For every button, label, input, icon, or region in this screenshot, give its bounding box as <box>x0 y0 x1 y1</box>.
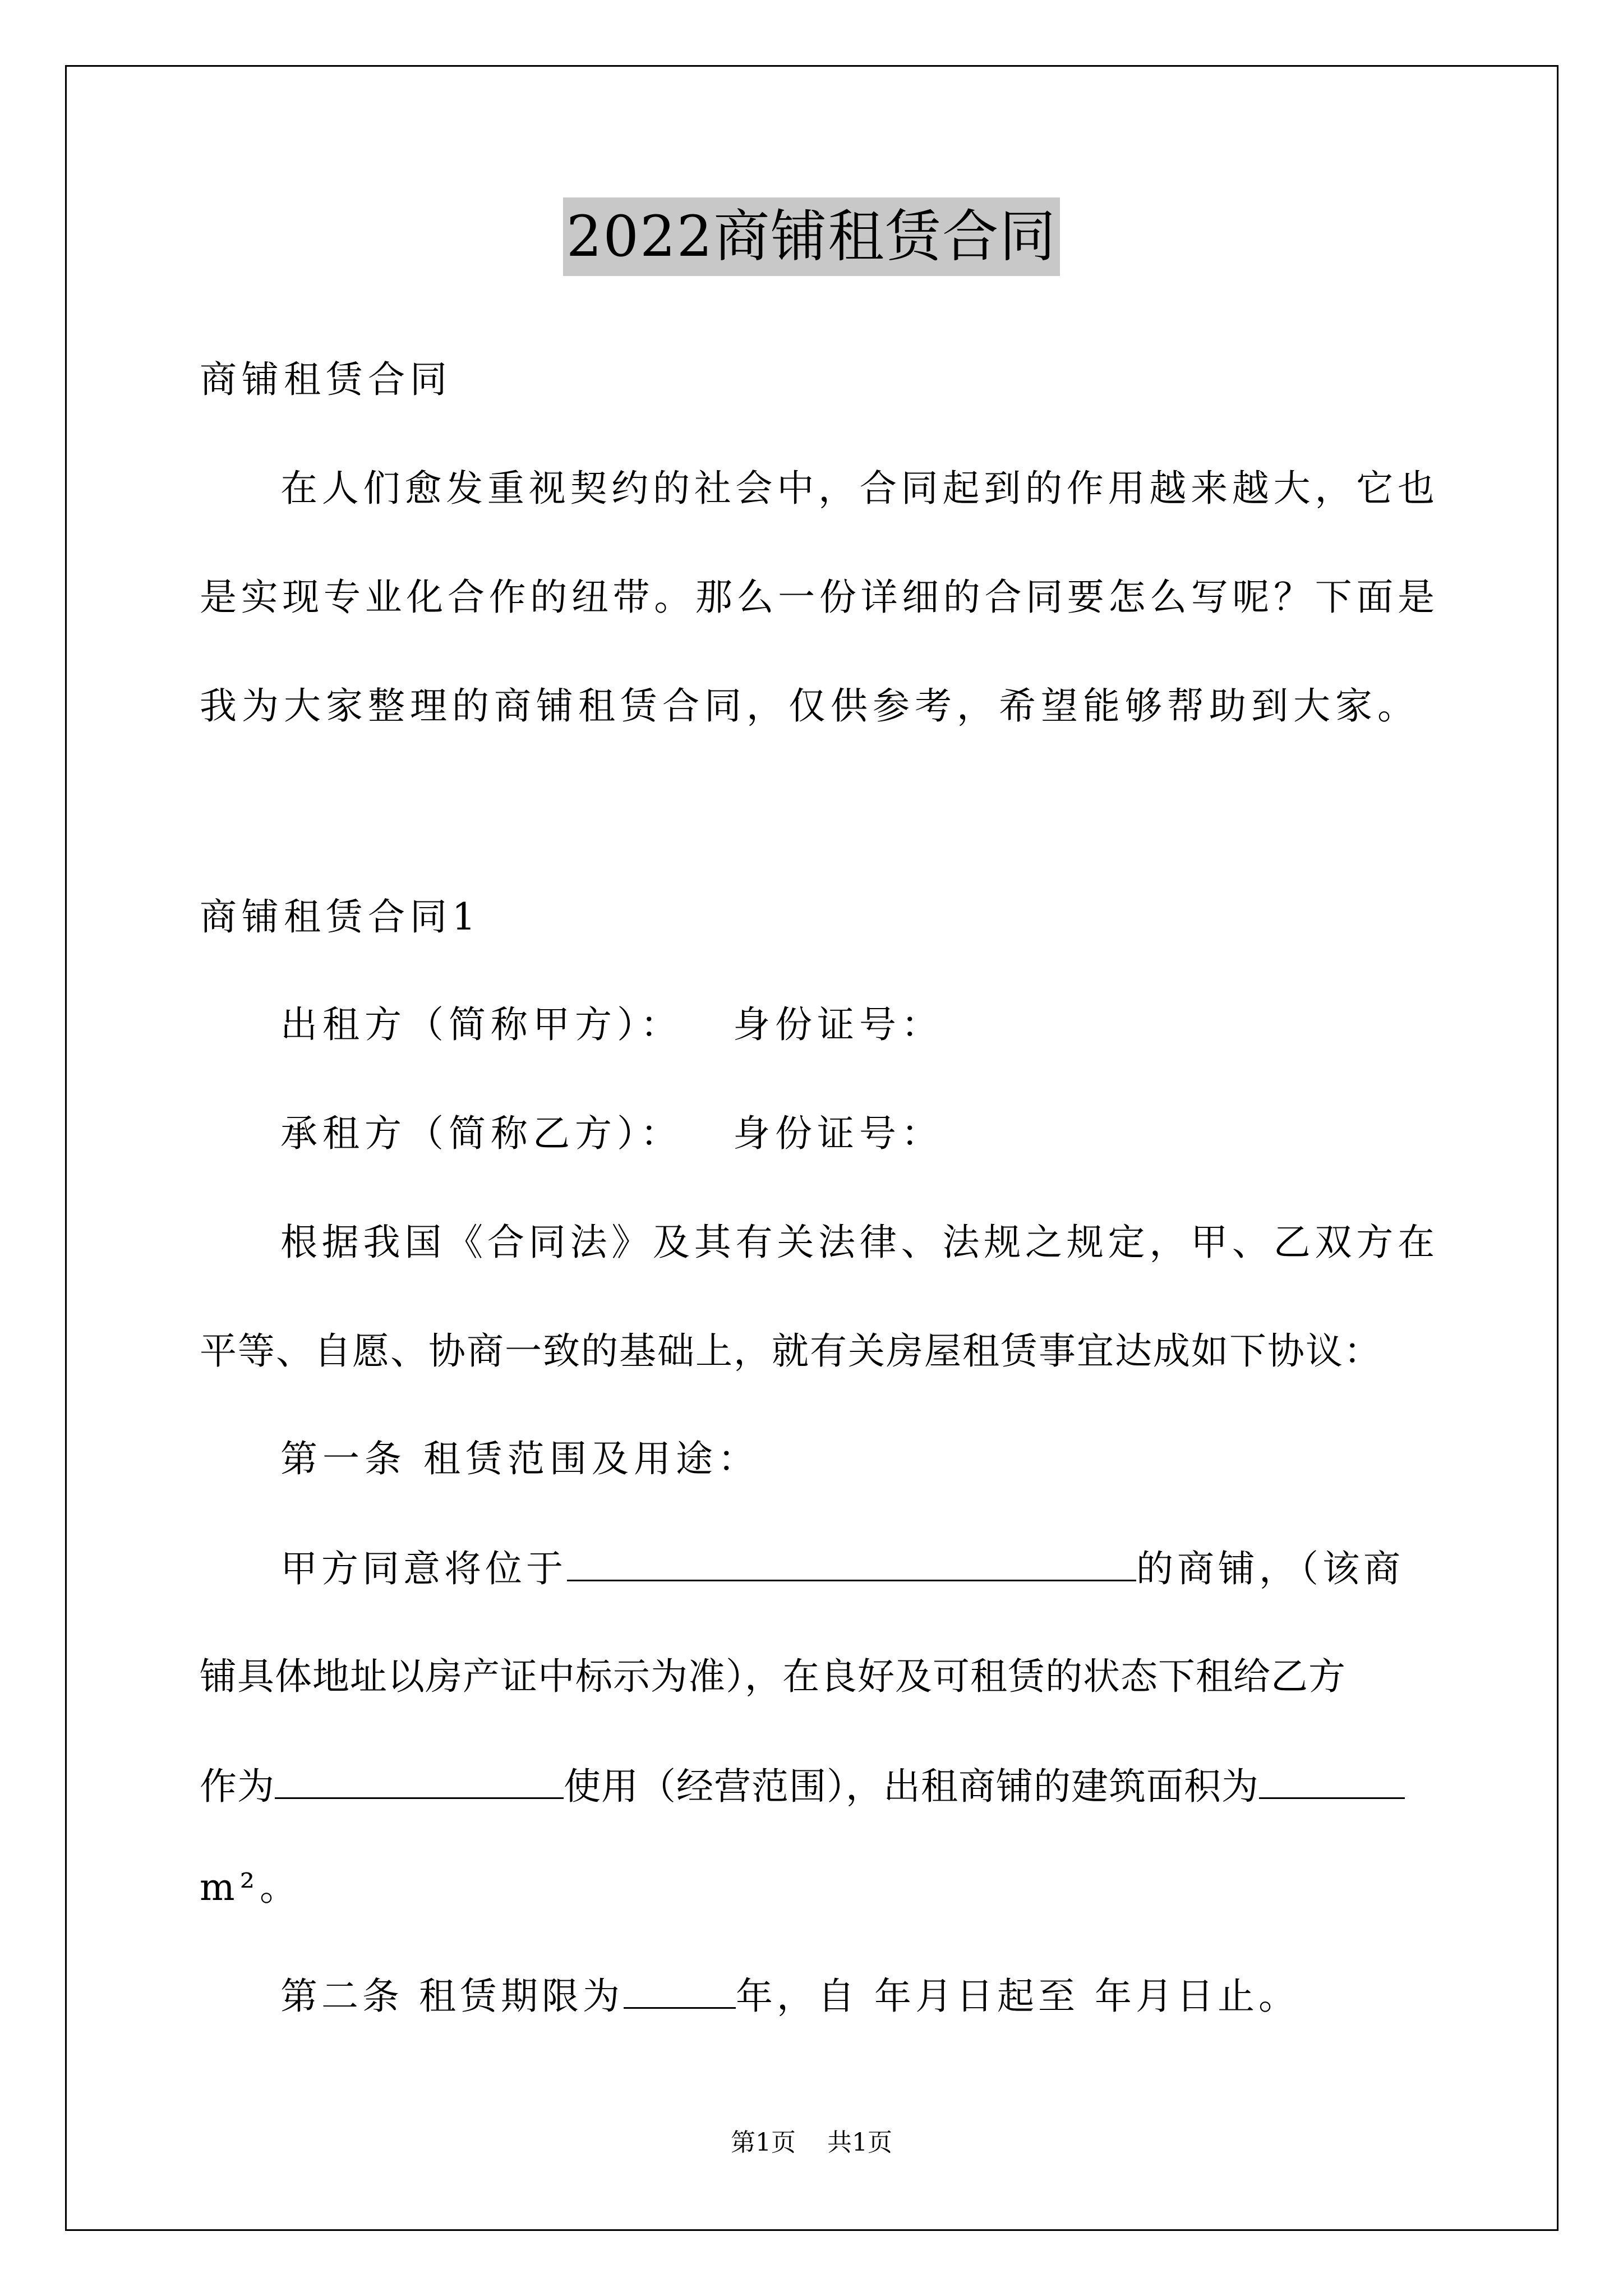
area-blank <box>1259 1760 1405 1799</box>
article1-line-2: 铺具体地址以房产证中标示为准），在良好及可租赁的状态下租给乙方 <box>200 1655 1346 1698</box>
party-b-line <box>280 1108 943 1159</box>
article1-line-1 <box>280 1543 1404 1594</box>
party-a-label: 出租方（简称甲方）： <box>280 1003 683 1046</box>
document-title: 2022商铺租赁合同 <box>563 197 1061 276</box>
page-footer: 第1页 共1页 <box>731 2128 892 2157</box>
term-blank <box>624 1970 736 2009</box>
article1-usage-middle: 使用（经营范围），出租商铺的建筑面积为 <box>564 1765 1259 1808</box>
article1-heading: 第一条 租赁范围及用途： <box>280 1437 760 1480</box>
usage-blank <box>275 1760 564 1799</box>
location-blank <box>567 1543 1136 1581</box>
intro-line-3: 我为大家整理的商铺租赁合同，仅供参考，希望能够帮助到大家。 <box>200 684 1419 728</box>
article1-usage-prefix: 作为 <box>200 1765 275 1808</box>
party-a-id-label: 身份证号： <box>733 1003 943 1046</box>
preamble-line-1: 根据我国《合同法》及其有关法律、法规之规定，甲、乙双方在 <box>280 1221 1435 1264</box>
article2-line <box>280 1970 1299 2022</box>
intro-line-2: 是实现专业化合作的纽带。那么一份详细的合同要怎么写呢？下面是 <box>200 576 1435 619</box>
party-a-line <box>280 1000 943 1050</box>
article1-location-suffix: 的商铺，（该商 <box>1136 1547 1404 1590</box>
title-container <box>0 197 1623 276</box>
article1-line-3 <box>200 1760 1405 1812</box>
document-subtitle: 商铺租赁合同 <box>200 358 452 401</box>
article2-suffix: 年，自 年月日起至 年月日止。 <box>735 1975 1299 2018</box>
article2-prefix: 第二条 租赁期限为 <box>280 1975 624 2018</box>
preamble-line-2: 平等、自愿、协商一致的基础上，就有关房屋租赁事宜达成如下协议： <box>200 1329 1382 1373</box>
article1-line-4: m²。 <box>200 1866 302 1909</box>
party-b-id-label: 身份证号： <box>733 1112 943 1155</box>
section-title: 商铺租赁合同1 <box>200 895 481 938</box>
party-b-label: 承租方（简称乙方）： <box>280 1112 683 1155</box>
intro-line-1: 在人们愈发重视契约的社会中，合同起到的作用越来越大，它也 <box>280 467 1435 510</box>
article1-location-prefix: 甲方同意将位于 <box>280 1547 567 1590</box>
